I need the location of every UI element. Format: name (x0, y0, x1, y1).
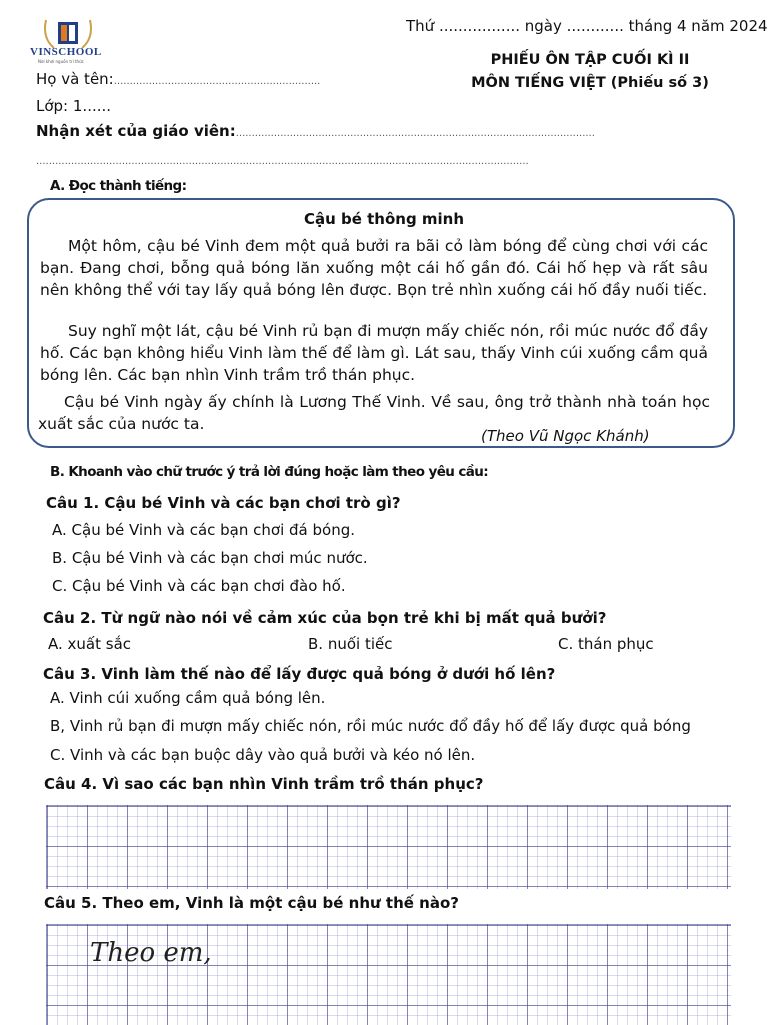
q1-option-b[interactable]: B. Cậu bé Vinh và các bạn chơi múc nước. (52, 549, 368, 567)
section-b-heading: B. Khoanh vào chữ trước ý trả lời đúng hoặc làm theo yêu cầu: (50, 464, 489, 480)
name-dots: ................................................................. (113, 76, 321, 87)
story-title: Cậu bé thông minh (303, 210, 465, 228)
question-4: Câu 4. Vì sao các bạn nhìn Vinh trầm trồ thán phục? (44, 775, 484, 793)
section-a-heading: A. Đọc thành tiếng: (50, 178, 187, 194)
question-3: Câu 3. Vinh làm thế nào để lấy được quả bóng ở dưới hố lên? (43, 665, 556, 683)
q3-option-a[interactable]: A. Vinh cúi xuống cầm quả bóng lên. (50, 689, 326, 707)
teacher-dots: ................................................................................................................. (235, 128, 595, 139)
worksheet-subtitle: MÔN TIẾNG VIỆT (Phiếu số 3) (471, 75, 709, 91)
q1-option-a[interactable]: A. Cậu bé Vinh và các bạn chơi đá bóng. (52, 521, 355, 539)
teacher-label: Nhận xét của giáo viên: (36, 122, 236, 140)
logo-tagline: Nơi khơi nguồn tri thức (38, 59, 84, 64)
class-field[interactable]: Lớp: 1...... (36, 97, 112, 115)
q3-option-b[interactable]: B, Vinh rủ bạn đi mượn mấy chiếc nón, rồi múc nước đổ đầy hố để lấy được quả bóng (50, 717, 691, 735)
q2-option-b[interactable]: B. nuối tiếc (308, 635, 393, 653)
name-label: Họ và tên: (36, 70, 114, 88)
q1-option-c[interactable]: C. Cậu bé Vinh và các bạn chơi đào hố. (52, 577, 346, 595)
answer-grid-q4[interactable] (46, 805, 731, 889)
handwritten-answer: Theo em, (90, 938, 212, 968)
passage-paragraph-2: Suy nghĩ một lát, cậu bé Vinh rủ bạn đi mượn mấy chiếc nón, rồi múc nước đổ đầy hố. Các bạn không hiểu Vinh làm thế để làm gì. Lát sau, thấy Vinh cúi xuống cầm quả bóng lên. Các bạn nhìn Vinh trầm trồ thán phục. (40, 322, 708, 384)
q3-option-c[interactable]: C. Vinh và các bạn buộc dây vào quả bưởi và kéo nó lên. (50, 746, 476, 764)
passage-paragraph-1: Một hôm, cậu bé Vinh đem một quả bưởi ra bãi cỏ làm bóng để cùng chơi với các bạn. Đang chơi, bỗng quả bóng lăn xuống một cái hố gần đó. Cái hố hẹp và rất sâu nên không thể với tay lấy quả bóng lên được. Bọn trẻ nhìn xuống cái hố đầy nuối tiếc. (40, 237, 708, 299)
name-field[interactable] (36, 70, 320, 88)
teacher-comment-line2[interactable]: ........................................................................................................................................................... (36, 156, 529, 167)
worksheet-title: PHIẾU ÔN TẬP CUỐI KÌ II (490, 52, 690, 68)
logo-text: VINSCHOOL (30, 46, 102, 58)
q2-option-a[interactable]: A. xuất sắc (48, 635, 132, 653)
question-5: Câu 5. Theo em, Vinh là một cậu bé như thế nào? (44, 894, 459, 912)
book-icon (58, 22, 78, 44)
passage-source: (Theo Vũ Ngọc Khánh) (481, 427, 650, 445)
date-line: Thứ ................. ngày ............ tháng 4 năm 2024 (406, 17, 768, 35)
q2-option-c[interactable]: C. thán phục (558, 635, 654, 653)
question-2: Câu 2. Từ ngữ nào nói về cảm xúc của bọn trẻ khi bị mất quả bưởi? (43, 609, 607, 627)
passage-paragraph-3: Cậu bé Vinh ngày ấy chính là Lương Thế Vinh. Về sau, ông trở thành nhà toán học xuất sắc của nước ta. (38, 393, 710, 433)
question-1: Câu 1. Cậu bé Vinh và các bạn chơi trò gì? (46, 494, 401, 512)
teacher-comment-field[interactable] (36, 122, 726, 140)
